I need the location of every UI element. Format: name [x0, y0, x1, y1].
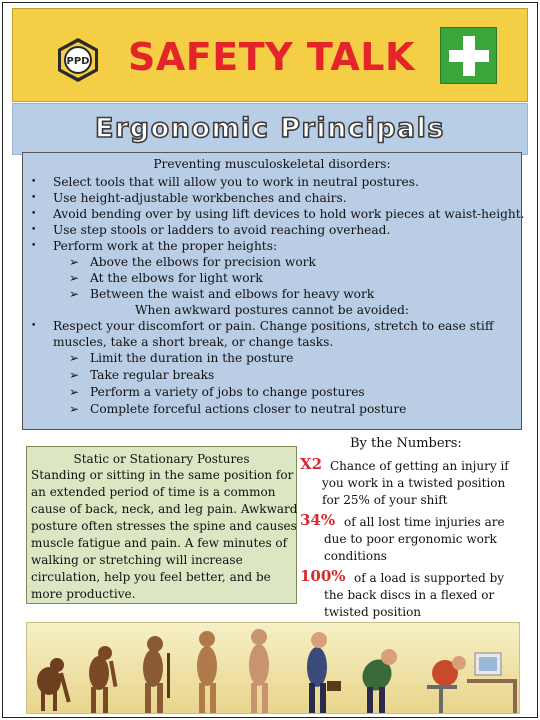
- arrow-bullet-icon: ➢: [69, 255, 80, 269]
- paragraph-line: posture often stresses the spine and causes: [31, 519, 297, 533]
- page-title: SAFETY TALK: [128, 35, 415, 79]
- section-heading-2: When awkward postures cannot be avoided:: [135, 303, 409, 317]
- stat-value: X2: [300, 455, 323, 473]
- svg-text:PPD: PPD: [66, 56, 90, 67]
- sub-list-item: At the elbows for light work: [90, 271, 263, 285]
- list-item: Select tools that will allow you to work in neutral postures.: [53, 175, 419, 189]
- stat-text: Chance of getting an injury if: [330, 459, 509, 473]
- arrow-bullet-icon: ➢: [69, 351, 80, 365]
- static-postures-title: Static or Stationary Postures: [73, 452, 250, 466]
- stat-value: 34%: [300, 511, 336, 529]
- subtitle: Ergonomic Principals: [95, 113, 445, 144]
- stat-text: due to poor ergonomic work: [324, 532, 497, 546]
- list-item: Use height-adjustable workbenches and chairs.: [53, 191, 347, 205]
- bullet-icon: •: [31, 177, 37, 187]
- bullet-icon: •: [31, 321, 37, 331]
- arrow-bullet-icon: ➢: [69, 385, 80, 399]
- bullet-icon: •: [31, 193, 37, 203]
- paragraph-line: walking or stretching will increase: [31, 553, 243, 567]
- evolution-of-posture-illustration: [26, 622, 520, 714]
- paragraph-line: circulation, help you feel better, and be: [31, 570, 271, 584]
- sub-list-item: Between the waist and elbows for heavy work: [90, 287, 375, 301]
- paragraph-line: Standing or sitting in the same position for: [31, 468, 294, 482]
- paragraph-line: cause of back, neck, and leg pain. Awkward: [31, 502, 298, 516]
- sub-list-item: Perform a variety of jobs to change postures: [90, 385, 365, 399]
- list-item: Respect your discomfort or pain. Change positions, stretch to ease stiff: [53, 319, 494, 333]
- bullet-icon: •: [31, 241, 37, 251]
- arrow-bullet-icon: ➢: [69, 287, 80, 301]
- stat-text: the back discs in a flexed or: [324, 588, 495, 602]
- arrow-bullet-icon: ➢: [69, 368, 80, 382]
- paragraph-line: more productive.: [31, 587, 136, 601]
- arrow-bullet-icon: ➢: [69, 271, 80, 285]
- paragraph-line: an extended period of time is a common: [31, 485, 276, 499]
- sub-list-item: Above the elbows for precision work: [90, 255, 316, 269]
- list-item-continued: muscles, take a short break, or change tasks.: [53, 335, 334, 349]
- sub-list-item: Take regular breaks: [90, 368, 215, 382]
- bullet-icon: •: [31, 225, 37, 235]
- stat-text: for 25% of your shift: [322, 493, 448, 507]
- numbers-title: By the Numbers:: [350, 436, 462, 451]
- sub-list-item: Complete forceful actions closer to neutral posture: [90, 402, 407, 416]
- stat-text: conditions: [324, 549, 387, 563]
- stat-text: you work in a twisted position: [322, 476, 506, 490]
- list-item: Use step stools or ladders to avoid reaching overhead.: [53, 223, 391, 237]
- main-content-box: [22, 152, 525, 430]
- paragraph-line: muscle fatigue and pain. A few minutes of: [31, 536, 288, 550]
- first-aid-cross-icon: [440, 27, 497, 84]
- stat-text: twisted position: [324, 605, 422, 619]
- stat-value: 100%: [300, 567, 346, 585]
- stat-text: of a load is supported by: [354, 571, 505, 585]
- list-item: Perform work at the proper heights:: [53, 239, 278, 253]
- list-item: Avoid bending over by using lift devices to hold work pieces at waist-height.: [53, 207, 525, 221]
- bullet-icon: •: [31, 209, 37, 219]
- stat-text: of all lost time injuries are: [344, 515, 505, 529]
- static-postures-box: [26, 446, 297, 604]
- section-heading: Preventing musculoskeletal disorders:: [153, 157, 391, 171]
- arrow-bullet-icon: ➢: [69, 402, 80, 416]
- sub-list-item: Limit the duration in the posture: [90, 351, 294, 365]
- company-logo: [55, 37, 101, 83]
